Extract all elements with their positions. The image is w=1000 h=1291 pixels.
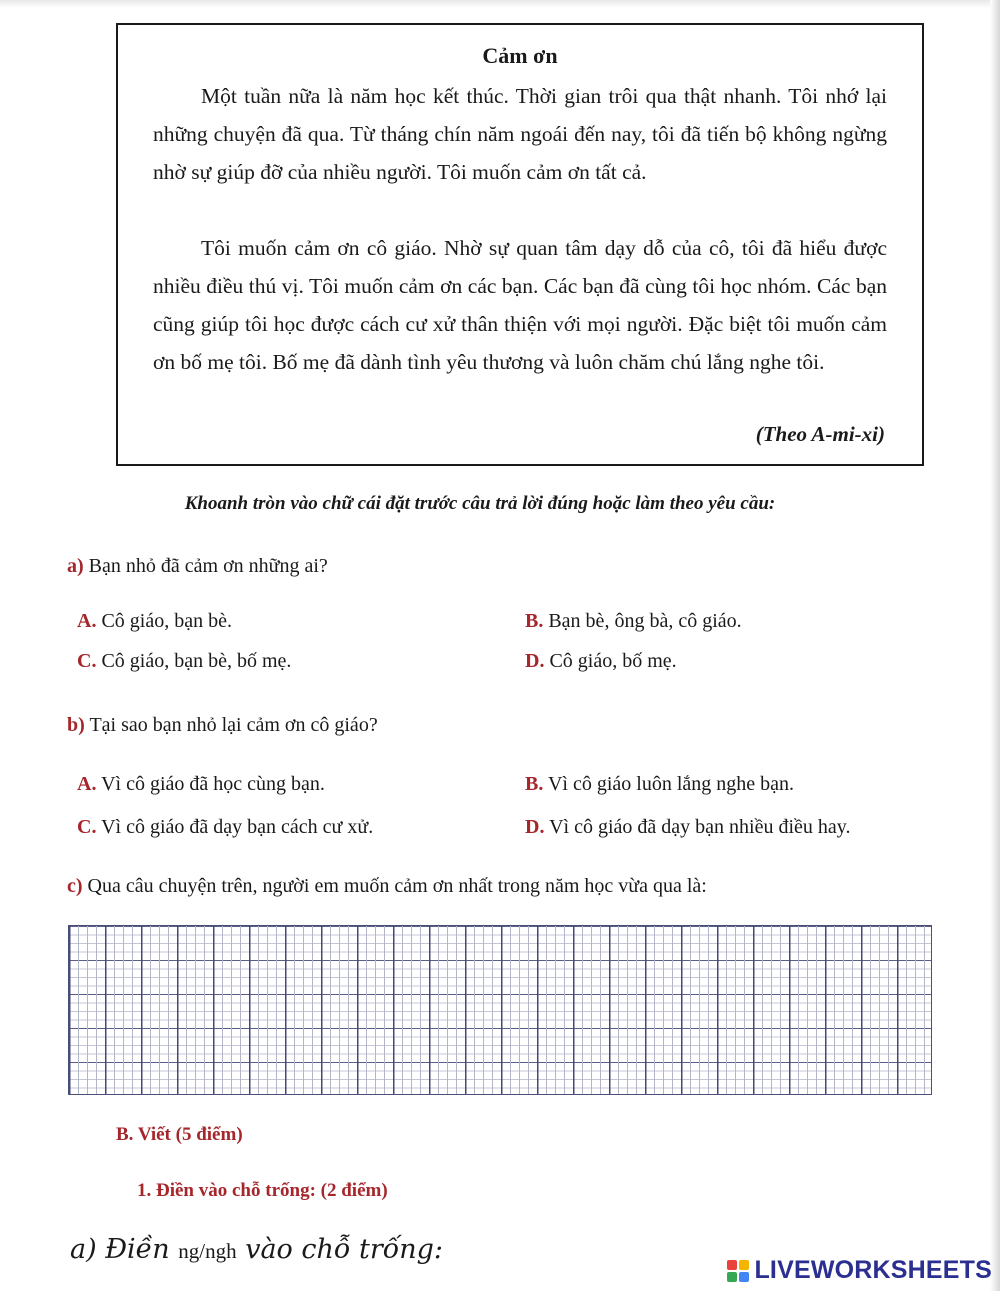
question-a-text: Bạn nhỏ đã cảm ơn những ai? [88,555,328,577]
option-text: Vì cô giáo đã dạy bạn nhiều điều hay. [549,816,851,838]
task-prefix: a) Điền [70,1234,170,1265]
story-box [116,23,924,466]
story-paragraph-1: Một tuần nữa là năm học kết thúc. Thời gian trôi qua thật nhanh. Tôi nhớ lại những chuyện đã qua. Từ tháng chín năm ngoái đến nay, tôi đã tiến bộ không ngừng nhờ sự giúp đỡ của nhiều người. Tôi muốn cảm ơn tất cả. [153,84,887,184]
brand-name: LIVEWORKSHEETS [754,1256,992,1284]
option-b-b[interactable] [525,773,794,796]
liveworksheets-logo-icon [727,1260,749,1282]
option-a-b[interactable] [525,610,742,633]
option-letter: C. [77,650,97,672]
liveworksheets-brand [727,1256,992,1285]
option-letter: B. [525,610,544,632]
answer-writing-grid[interactable] [68,925,932,1095]
task-middle: ng/ngh [178,1239,237,1263]
question-c-text: Qua câu chuyện trên, người em muốn cảm ơn nhất trong năm học vừa qua là: [87,875,707,897]
story-paragraph-2: Tôi muốn cảm ơn cô giáo. Nhờ sự quan tâm dạy dỗ của cô, tôi đã hiểu được nhiều điều thú vị. Tôi muốn cảm ơn các bạn. Các bạn đã cùng tôi học nhóm. Các bạn cũng giúp tôi học được cách cư xử thân thiện với mọi người. Đặc biệt tôi muốn cảm ơn bố mẹ tôi. Bố mẹ đã dành tình yêu thương và luôn chăm chú lắng nghe tôi. [153,236,887,374]
page-shadow [990,0,1000,1291]
option-text: Vì cô giáo đã dạy bạn cách cư xử. [101,816,374,838]
option-letter: D. [525,650,545,672]
story-title: Cảm ơn [482,43,558,68]
logo-square [727,1272,737,1282]
option-text: Cô giáo, bạn bè. [101,610,232,632]
story-source: (Theo A-mi-xi) [755,422,885,446]
option-letter: A. [77,610,97,632]
question-b-letter: b) [67,714,85,736]
task-suffix: vào chỗ trống: [245,1234,444,1265]
option-letter: D. [525,816,545,838]
question-b-text: Tại sao bạn nhỏ lại cảm ơn cô giáo? [89,714,378,736]
option-a-c[interactable] [77,650,291,673]
option-letter: A. [77,773,97,795]
question-c-letter: c) [67,875,83,897]
logo-square [727,1260,737,1270]
option-text: Cô giáo, bạn bè, bố mẹ. [101,650,292,672]
option-b-c[interactable] [77,816,373,839]
logo-square [739,1272,749,1282]
logo-square [739,1260,749,1270]
question-b [67,714,378,737]
question-a-letter: a) [67,555,84,577]
option-letter: C. [77,816,97,838]
option-letter: B. [525,773,544,795]
section-b-title: B. Viết (5 điểm) [116,1124,243,1145]
option-text: Vì cô giáo đã học cùng bạn. [101,773,325,795]
fill-in-task [70,1234,443,1265]
instruction: Khoanh tròn vào chữ cái đặt trước câu trả lời đúng hoặc làm theo yêu cầu: [184,493,776,514]
question-c [67,875,707,898]
page-edge [0,0,1000,8]
option-a-a[interactable] [77,610,232,633]
option-text: Vì cô giáo luôn lắng nghe bạn. [547,773,795,795]
option-text: Cô giáo, bố mẹ. [549,650,677,672]
option-b-a[interactable] [77,773,325,796]
option-a-d[interactable] [525,650,677,673]
section-b-subtitle: 1. Điền vào chỗ trống: (2 điểm) [137,1180,388,1201]
option-b-d[interactable] [525,816,850,839]
option-text: Bạn bè, ông bà, cô giáo. [548,610,742,632]
question-a [67,555,328,578]
